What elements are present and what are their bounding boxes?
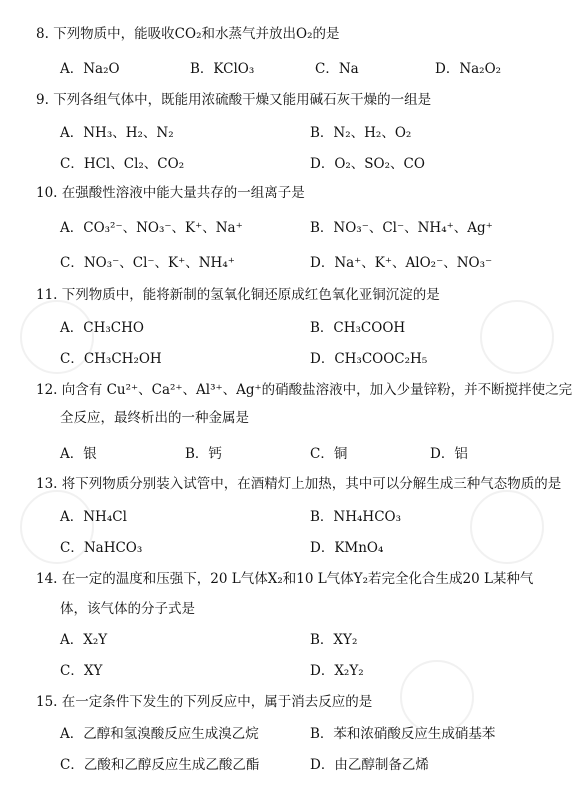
- options-row: [60, 121, 570, 141]
- option-a: A．银: [60, 446, 97, 462]
- question-stem: 向含有 Cu²⁺、Ca²⁺、Al³⁺、Ag⁺的硝酸盐溶液中，加入少量锌粉，并不断搅拌使之完: [61, 382, 573, 398]
- options-row: [60, 659, 570, 679]
- option-d: D．由乙醇制备乙烯: [310, 757, 429, 773]
- question-stem: 体，该气体的分子式是: [60, 601, 195, 617]
- option-d: D．KMnO₄: [310, 540, 384, 556]
- question-9: [36, 88, 431, 108]
- option-b: B．钙: [185, 446, 222, 462]
- question-10: [36, 181, 305, 201]
- option-d: D．X₂Y₂: [310, 663, 364, 679]
- options-row: [60, 316, 570, 336]
- option-a: A．Na₂O: [60, 61, 120, 77]
- question-stem: 下列物质中，能将新制的氢氧化铜还原成红色氧化亚铜沉淀的是: [61, 287, 440, 303]
- option-b: B．NO₃⁻、Cl⁻、NH₄⁺、Ag⁺: [310, 220, 493, 236]
- option-a: A．NH₄Cl: [60, 509, 127, 525]
- question-number: 12.: [36, 382, 58, 398]
- question-stem: 在一定的温度和压强下，20 L气体X₂和10 L气体Y₂若完全化合生成20 L某种气: [61, 571, 534, 587]
- option-d: D．Na⁺、K⁺、AlO₂⁻、NO₃⁻: [310, 255, 493, 271]
- options-row: [60, 628, 570, 648]
- options-row: [60, 216, 570, 236]
- option-a: A．NH₃、H₂、N₂: [60, 125, 174, 141]
- option-b: B．NH₄HCO₃: [310, 509, 401, 525]
- question-stem-continued: [60, 406, 249, 426]
- option-c: C．NO₃⁻、Cl⁻、K⁺、NH₄⁺: [60, 255, 235, 271]
- question-stem: 将下列物质分别装入试管中，在酒精灯上加热，其中可以分解生成三种气态物质的是: [61, 476, 562, 492]
- question-12: [36, 378, 572, 398]
- option-b: B．KClO₃: [190, 61, 255, 77]
- question-number: 9.: [36, 92, 49, 108]
- option-c: C．CH₃CH₂OH: [60, 351, 162, 367]
- question-stem: 在一定条件下发生的下列反应中，属于消去反应的是: [61, 694, 373, 710]
- option-c: C．NaHCO₃: [60, 540, 143, 556]
- options-row: [60, 347, 570, 367]
- options-row: [60, 536, 570, 556]
- question-stem: 下列物质中，能吸收CO₂和水蒸气并放出O₂的是: [53, 26, 340, 42]
- option-a: A．乙醇和氢溴酸反应生成溴乙烷: [60, 726, 259, 742]
- option-b: B．CH₃COOH: [310, 320, 406, 336]
- question-stem: 在强酸性溶液中能大量共存的一组离子是: [61, 185, 305, 201]
- option-a: A．CO₃²⁻、NO₃⁻、K⁺、Na⁺: [60, 220, 243, 236]
- option-b: B．N₂、H₂、O₂: [310, 125, 412, 141]
- question-15: [36, 690, 372, 710]
- options-row: [60, 251, 570, 271]
- question-number: 15.: [36, 694, 58, 710]
- option-d: D．铝: [430, 446, 468, 462]
- option-c: C．Na: [315, 61, 359, 77]
- question-13: [36, 472, 561, 492]
- option-c: C．铜: [310, 446, 348, 462]
- question-number: 13.: [36, 476, 58, 492]
- question-number: 8.: [36, 26, 49, 42]
- options-row: [60, 722, 570, 742]
- option-b: B．XY₂: [310, 632, 358, 648]
- option-a: A．X₂Y: [60, 632, 108, 648]
- option-d: D．CH₃COOC₂H₅: [310, 351, 428, 367]
- option-c: C．乙酸和乙醇反应生成乙酸乙酯: [60, 757, 260, 773]
- options-row: [60, 505, 570, 525]
- question-number: 11.: [36, 287, 58, 303]
- question-8: [36, 22, 339, 42]
- options-row: [60, 753, 570, 773]
- options-row: [60, 57, 570, 77]
- option-c: C．XY: [60, 663, 103, 679]
- option-b: B．苯和浓硝酸反应生成硝基苯: [310, 726, 496, 742]
- option-d: D．O₂、SO₂、CO: [310, 156, 425, 172]
- question-number: 14.: [36, 571, 58, 587]
- question-14: [36, 567, 533, 587]
- option-a: A．CH₃CHO: [60, 320, 144, 336]
- question-number: 10.: [36, 185, 58, 201]
- options-row: [60, 442, 570, 462]
- question-11: [36, 283, 440, 303]
- question-stem: 下列各组气体中，既能用浓硫酸干燥又能用碱石灰干燥的一组是: [53, 92, 432, 108]
- options-row: [60, 152, 570, 172]
- option-c: C．HCl、Cl₂、CO₂: [60, 156, 185, 172]
- question-stem-continued: [60, 597, 195, 617]
- option-d: D．Na₂O₂: [435, 61, 502, 77]
- question-stem: 全反应，最终析出的一种金属是: [60, 410, 249, 426]
